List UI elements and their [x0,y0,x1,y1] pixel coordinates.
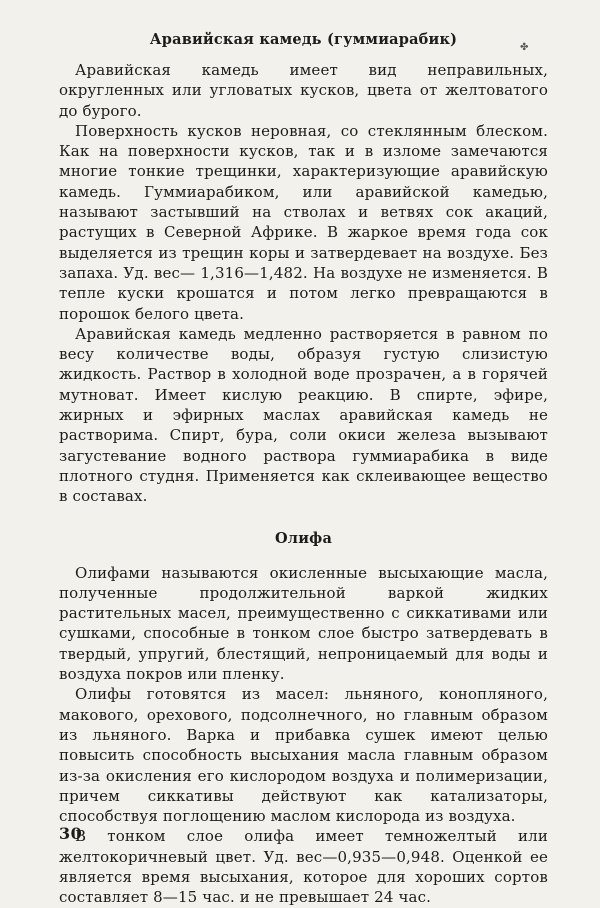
section-title-gum-arabic: Аравийская камедь (гуммиарабик) [149,31,458,48]
paragraph: Поверхность кусков неровная, со стеклянным блеском. Как на поверхности кусков, так и в изломе замечаются многие тонкие трещинки, характеризующие аравийскую камедь. Гуммиарабиком, или аравийской камедью, называют застывший на стволах и ветвях сок акаций, растущих в Северной Африке. В жаркое время года сок выделяется из трещин коры и затвердевает на воздухе. Без запаха. Уд. вес— 1,316—1,482. На воздухе не изменяется. В тепле куски крошатся и потом легко превращаются в порошок белого цвета. [59,121,548,323]
section-title-olifa: Олифа [274,529,333,547]
ink-smudge-icon: ✤ [520,42,529,53]
paragraph: Олифами называются окисленные высыхающие масла, полученные продолжительной варкой жидких растительных масел, преимущественно с сиккативами или сушками, способные в тонком слое быстро затвердевать в твердый, упругий, блестящий, непроницаемый для воды и воздуха покров или пленку. [59,563,548,684]
paragraph: Аравийская камедь имеет вид неправильных, округленных или угловатых кусков, цвета от желтоватого до бурого. [59,61,548,120]
paragraph: Аравийская камедь медленно растворяется в равном по весу количестве воды, образуя густую слизистую жидкость. Раствор в холодной воде прозрачен, а в горячей мутноват. Имеет кислую реакцию. В спирте, эфире, жирных и эфирных маслах аравийская камедь не растворима. Спирт, бура, соли окиси железа вызывают загустевание водного раствора гуммиарабика в виде плотного студня. Применяется как склеивающее вещество в составах. [59,324,548,506]
paragraph: В тонком слое олифа имеет темножелтый или желтокоричневый цвет. Уд. вес—0,935—0,948. Оценкой ее является время высыхания, которое для хороших сортов составляет 8—15 час. и не превышает 24 час. [59,827,548,907]
page-number: 30 [59,824,83,843]
paragraph: Олифы готовятся из масел: льняного, конопляного, макового, орехового, подсолнечного, но главным образом из льняного. Варка и прибавка сушек имеют целью повысить способность высыхания масла главным образом из-за окисления его кислородом воздуха и полимеризации, причем сиккативы действуют как катализаторы, способствуя поглощению маслом кислорода из воздуха. [59,685,548,826]
